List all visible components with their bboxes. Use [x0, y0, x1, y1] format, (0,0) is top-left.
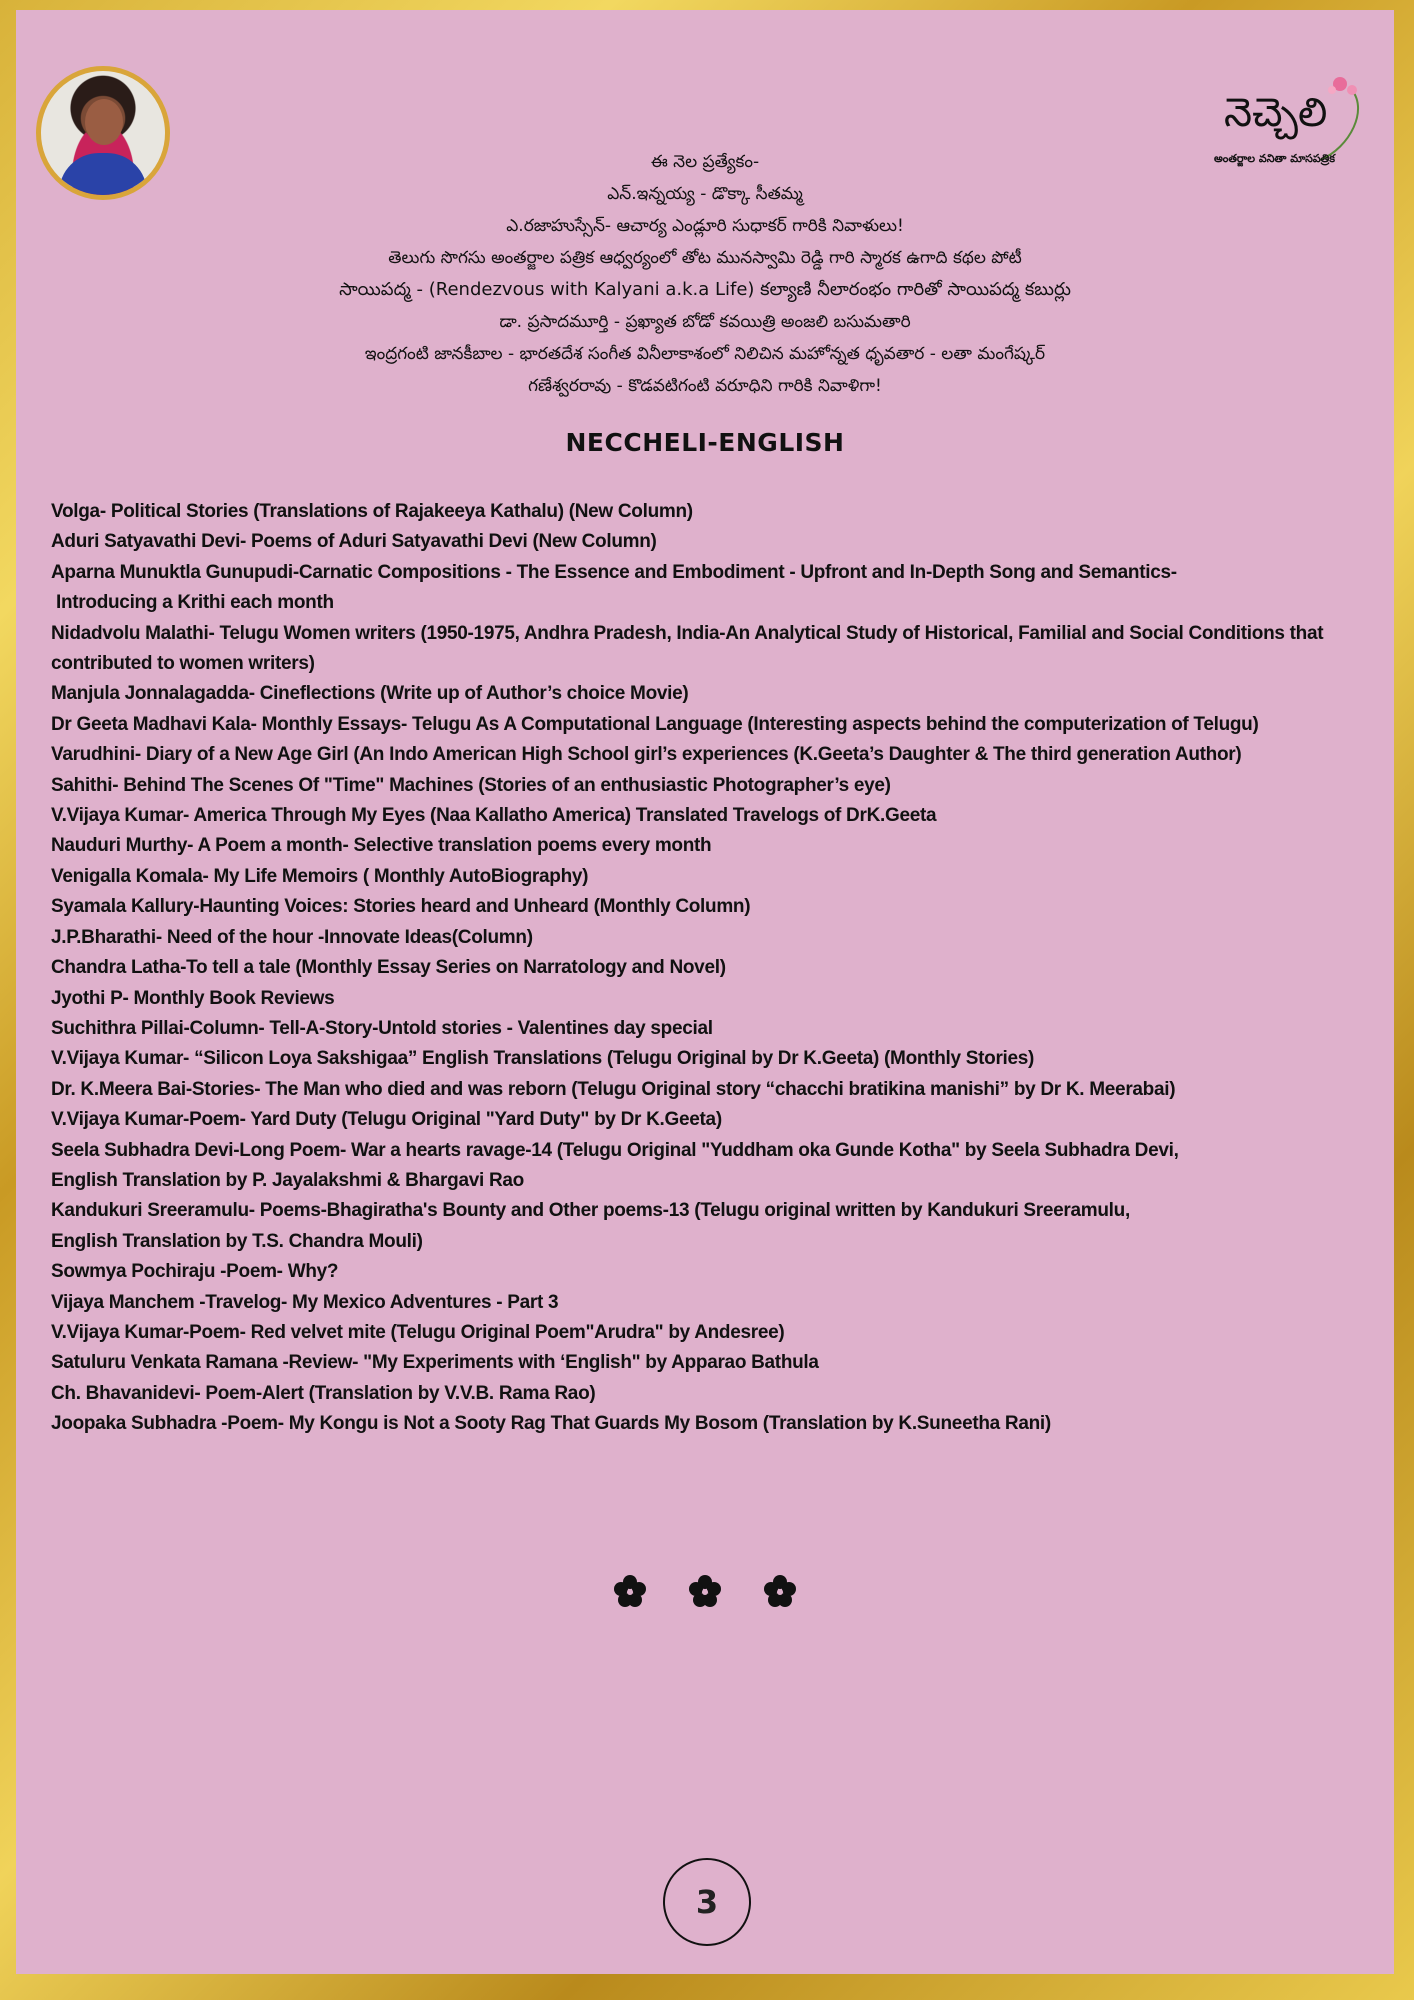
telugu-line: డా. ప్రసాదమూర్తి - ప్రఖ్యాత బోడో కవయిత్రి అంజలి బసుమతారి [499, 312, 911, 332]
flower-icon [763, 1574, 797, 1608]
list-item: Kandukuri Sreeramulu- Poems-Bhagiratha's Bounty and Other poems-13 (Telugu original written by Kandukuri Sreeramulu, [51, 1200, 1130, 1222]
english-contents-list [51, 497, 1381, 1440]
flower-icon [688, 1574, 722, 1608]
list-item: Dr. K.Meera Bai-Stories- The Man who died and was reborn (Telugu Original story “chacchi bratikina manishi” by Dr K. Meerabai) [51, 1078, 1176, 1100]
list-item: Venigalla Komala- My Life Memoirs ( Monthly AutoBiography) [51, 865, 589, 887]
list-item: Manjula Jonnalagadda- Cineflections (Write up of Author’s choice Movie) [51, 683, 689, 705]
telugu-line: గణేశ్వరరావు - కొడవటిగంటి వరూధిని గారికి నివాళిగా! [528, 376, 882, 396]
list-item: Chandra Latha-To tell a tale (Monthly Essay Series on Narratology and Novel) [51, 957, 726, 979]
list-item: Nidadvolu Malathi- Telugu Women writers (1950-1975, Andhra Pradesh, India-An Analytical Study of Historical, Familial and Social Conditions that [51, 622, 1324, 644]
list-item: J.P.Bharathi- Need of the hour -Innovate Ideas(Column) [51, 926, 533, 948]
telugu-line: సాయిపద్మ - (Rendezvous with Kalyani a.k.a Life) కల్యాణి నీలారంభం గారితో సాయిపద్మ కబుర్లు [339, 279, 1071, 300]
telugu-line: ఈ నెల ప్రత్యేకం- [650, 152, 760, 172]
list-item: Nauduri Murthy- A Poem a month- Selective translation poems every month [51, 835, 712, 857]
list-item: Dr Geeta Madhavi Kala- Monthly Essays- Telugu As A Computational Language (Interesting aspects behind the computerization of Telugu) [51, 713, 1259, 735]
list-item: Volga- Political Stories (Translations of Rajakeeya Kathalu) (New Column) [51, 501, 693, 522]
list-item: Introducing a Krithi each month [51, 592, 334, 614]
list-item: contributed to women writers) [51, 653, 315, 675]
section-title: NECCHELI-ENGLISH [565, 428, 845, 457]
logo-subtitle: అంతర్జాల వనితా మాసపత్రిక [1214, 152, 1335, 165]
telugu-line: ఎ.రజాహుస్సేన్- ఆచార్య ఎండ్లూరి సుధాకర్ గారికి నివాళులు! [506, 216, 904, 236]
list-item: V.Vijaya Kumar-Poem- Red velvet mite (Telugu Original Poem"Arudra" by Andesree) [51, 1321, 785, 1343]
flower-icon [613, 1574, 647, 1608]
logo-title: నెచ్చెలి [1224, 90, 1328, 136]
list-item: Aparna Munuktla Gunupudi-Carnatic Compositions - The Essence and Embodiment - Upfront and In-Depth Song and Semantics- [51, 561, 1177, 583]
list-item: English Translation by P. Jayalakshmi & Bhargavi Rao [51, 1169, 524, 1191]
list-item: Sahithi- Behind The Scenes Of "Time" Machines (Stories of an enthusiastic Photographer’s eye) [51, 774, 891, 796]
list-item: Aduri Satyavathi Devi- Poems of Aduri Satyavathi Devi (New Column) [51, 531, 657, 553]
ornament-divider [16, 1574, 1394, 1608]
list-item: Sowmya Pochiraju -Poem- Why? [51, 1261, 339, 1283]
list-item: Jyothi P- Monthly Book Reviews [51, 987, 335, 1009]
list-item: Joopaka Subhadra -Poem- My Kongu is Not a Sooty Rag That Guards My Bosom (Translation by K.Suneetha Rani) [51, 1413, 1051, 1435]
telugu-line: తెలుగు సొగసు అంతర్జాల పత్రిక ఆధ్వర్యంలో తోట మునస్వామి రెడ్డి గారి స్మారక ఉగాది కథల పోటీ [388, 248, 1022, 268]
list-item: V.Vijaya Kumar- America Through My Eyes (Naa Kallatho America) Translated Travelogs of DrK.Geeta [51, 805, 937, 827]
page-number: 3 [663, 1858, 751, 1946]
list-item: Satuluru Venkata Ramana -Review- "My Experiments with ‘English" by Apparao Bathula [51, 1352, 819, 1374]
list-item: V.Vijaya Kumar- “Silicon Loya Sakshigaa” English Translations (Telugu Original by Dr K.Geeta) (Monthly Stories) [51, 1048, 1035, 1070]
telugu-line: ఇంద్రగంటి జానకీబాల - భారతదేశ సంగీత వినీలాకాశంలో నిలిచిన మహోన్నత ధృవతార - లతా మంగేష్కర్ [364, 344, 1046, 364]
list-item: Ch. Bhavanidevi- Poem-Alert (Translation by V.V.B. Rama Rao) [51, 1382, 596, 1404]
list-item: V.Vijaya Kumar-Poem- Yard Duty (Telugu Original "Yard Duty" by Dr K.Geeta) [51, 1109, 722, 1131]
list-item: Suchithra Pillai-Column- Tell-A-Story-Untold stories - Valentines day special [51, 1017, 713, 1039]
list-item: Vijaya Manchem -Travelog- My Mexico Adventures - Part 3 [51, 1291, 559, 1313]
list-item: Varudhini- Diary of a New Age Girl (An Indo American High School girl’s experiences (K.Geeta’s Daughter & The third generation Author) [51, 744, 1242, 766]
telugu-line: ఎన్.ఇన్నయ్య - డొక్కా సీతమ్మ [607, 184, 803, 204]
list-item: Seela Subhadra Devi-Long Poem- War a hearts ravage-14 (Telugu Original "Yuddham oka Gunde Kotha" by Seela Subhadra Devi, [51, 1139, 1179, 1161]
telugu-highlights [16, 146, 1394, 402]
avatar-face [85, 99, 123, 145]
list-item: English Translation by T.S. Chandra Mouli) [51, 1230, 423, 1252]
list-item: Syamala Kallury-Haunting Voices: Stories heard and Unheard (Monthly Column) [51, 896, 751, 918]
